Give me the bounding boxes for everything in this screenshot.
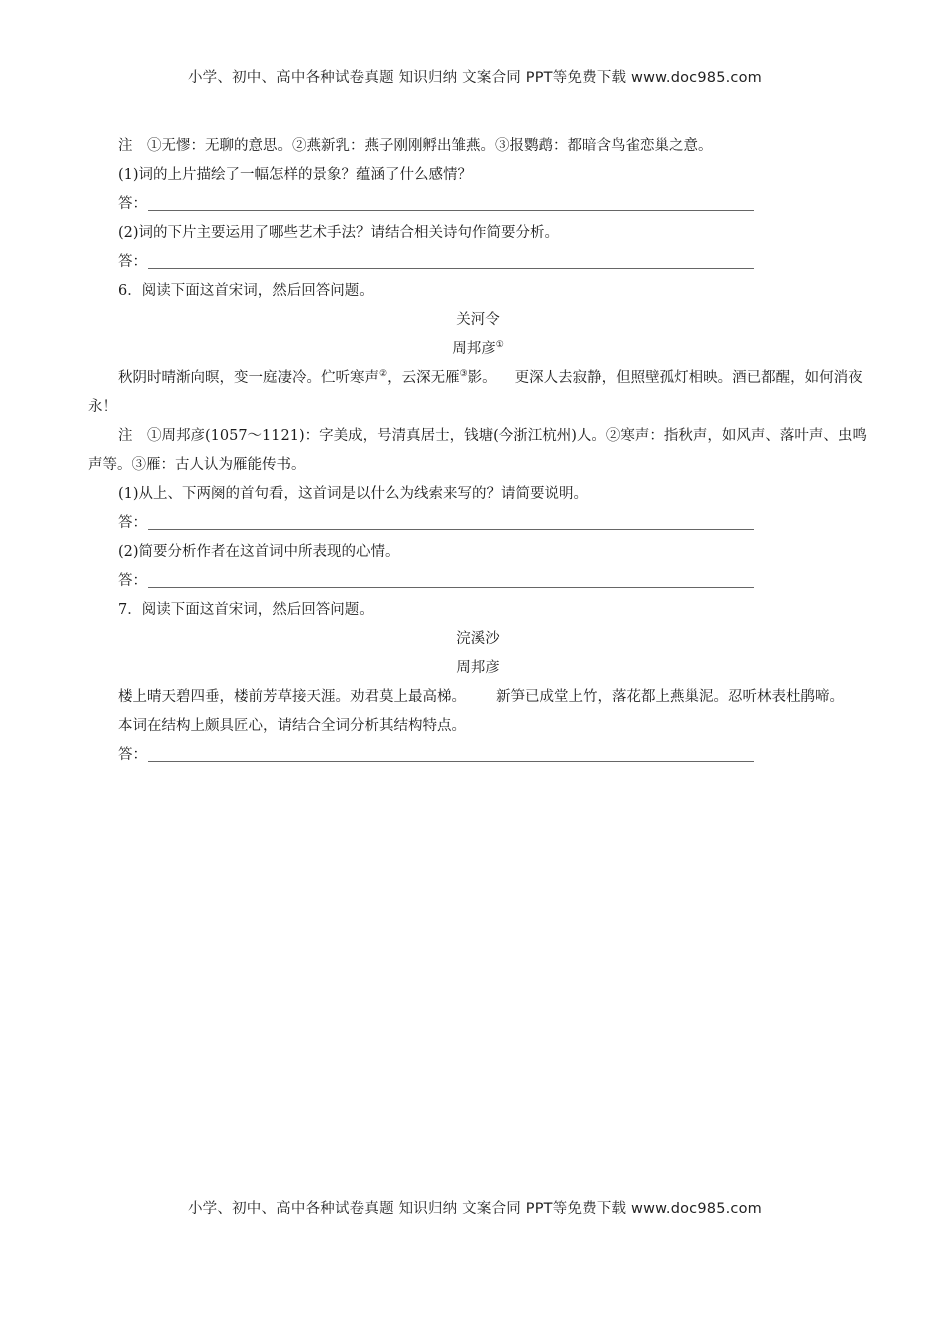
q6-sub2: (2)简要分析作者在这首词中所表现的心情。 — [118, 544, 400, 560]
footnote-mark: ③ — [459, 369, 468, 380]
q6-poem-a: 秋阴时晴渐向暝，变一庭凄冷。伫听寒声 — [118, 370, 379, 386]
q7-poem-title: 浣溪沙 — [456, 631, 500, 647]
answer-blank — [148, 587, 754, 588]
answer-line — [88, 741, 868, 770]
answer-blank — [148, 761, 754, 762]
q6-note: 注 ①周邦彦(1057～1121)：字美成，号清真居士，钱塘(今浙江杭州)人。②寒声：指秋声，如风声、落叶声、虫鸣声等。③雁：古人认为雁能传书。 — [88, 428, 867, 473]
answer-blank — [148, 210, 754, 211]
answer-line — [88, 509, 868, 538]
q5-sub2: (2)词的下片主要运用了哪些艺术手法？请结合相关诗句作简要分析。 — [118, 225, 560, 241]
answer-line — [88, 248, 868, 277]
q6-author-name: 周邦彦 — [452, 341, 496, 357]
q6-author — [88, 335, 868, 364]
q6-poem-b: ，云深无雁 — [387, 370, 460, 386]
answer-label: 答： — [118, 747, 147, 763]
q7-poem — [88, 683, 868, 712]
q6-poem-c: 影。 — [467, 370, 497, 386]
q6-intro: 6．阅读下面这首宋词，然后回答问题。 — [118, 283, 374, 299]
q7-intro: 7．阅读下面这首宋词，然后回答问题。 — [118, 602, 374, 618]
footnote-mark: ② — [379, 369, 388, 380]
document-body — [88, 132, 868, 770]
q5-note: 注 ①无憀：无聊的意思。②燕新乳：燕子刚刚孵出雏燕。③报鹦鹉：都暗含鸟雀恋巢之意。 — [118, 138, 713, 154]
q5-sub1: (1)词的上片描绘了一幅怎样的景象？蕴涵了什么感情？ — [118, 167, 473, 183]
answer-blank — [148, 529, 754, 530]
footer-banner: 小学、初中、高中各种试卷真题 知识归纳 文案合同 PPT等免费下载 www.doc985.com — [187, 1201, 763, 1217]
header-banner: 小学、初中、高中各种试卷真题 知识归纳 文案合同 PPT等免费下载 www.doc985.com — [187, 70, 763, 86]
q7-poem-a: 楼上晴天碧四垂，楼前芳草接天涯。劝君莫上最高梯。 — [118, 689, 466, 705]
q6-poem-title: 关河令 — [456, 312, 500, 328]
q7-poem-b: 新笋已成堂上竹，落花都上燕巢泥。忍听林表杜鹃啼。 — [496, 689, 844, 705]
answer-line — [88, 190, 868, 219]
answer-label: 答： — [118, 515, 147, 531]
q7-author: 周邦彦 — [456, 660, 500, 676]
answer-label: 答： — [118, 196, 147, 212]
answer-blank — [148, 268, 754, 269]
footnote-mark: ① — [495, 340, 504, 351]
q6-poem-d: 更深人去寂静，但照壁孤灯相映。酒已都醒，如何消夜永！ — [88, 370, 863, 415]
answer-line — [88, 567, 868, 596]
q7-question: 本词在结构上颇具匠心，请结合全词分析其结构特点。 — [118, 718, 466, 734]
answer-label: 答： — [118, 573, 147, 589]
answer-label: 答： — [118, 254, 147, 270]
q6-poem — [88, 364, 868, 422]
q6-sub1: (1)从上、下两阕的首句看，这首词是以什么为线索来写的？请简要说明。 — [118, 486, 589, 502]
